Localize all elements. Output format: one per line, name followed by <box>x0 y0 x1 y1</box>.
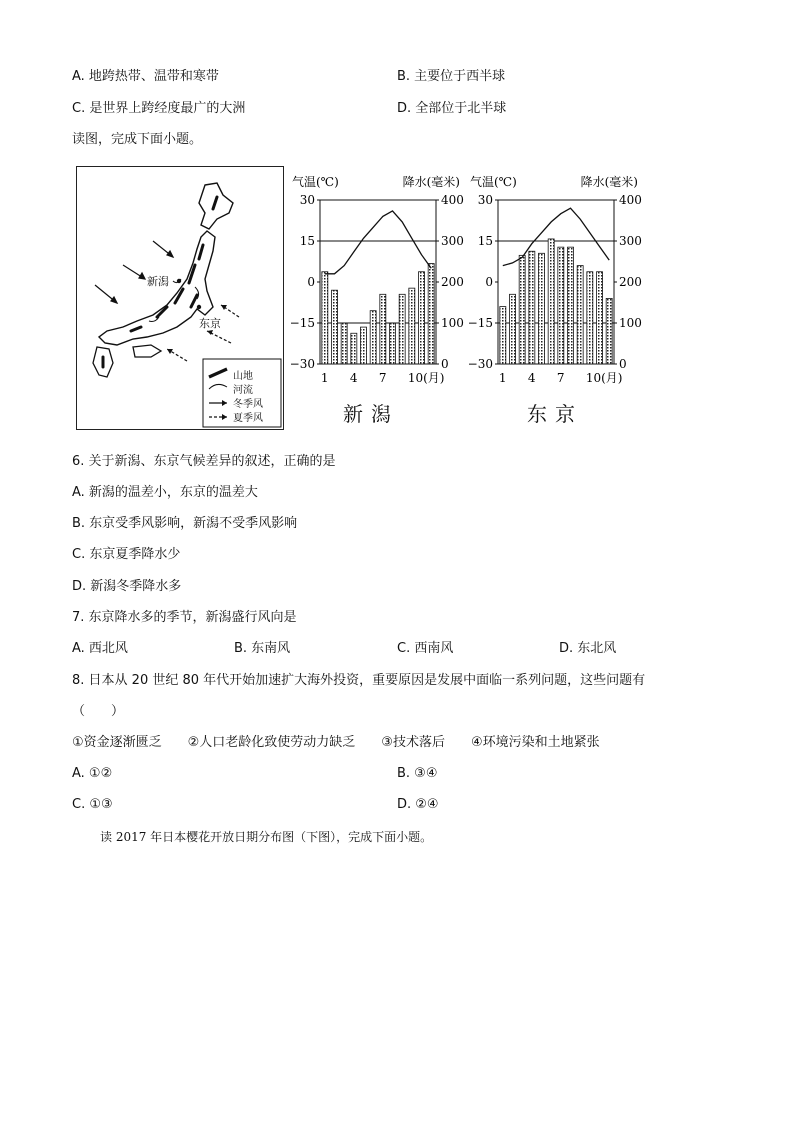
winter-wind-arrows <box>95 241 173 303</box>
x-tick-label: 1 <box>320 371 329 385</box>
q5-option-d: D. 全部位于北半球 <box>397 101 507 116</box>
x-tick-label: 4 <box>349 371 358 385</box>
x-tick-label: 4 <box>527 371 536 385</box>
q8-option-c: C. ①③ <box>72 797 113 812</box>
temp-tick-label: −30 <box>467 357 493 371</box>
precip-bar <box>361 327 367 364</box>
q7-option-c: C. 西南风 <box>397 641 454 656</box>
q8-option-a: A. ①② <box>72 766 113 781</box>
q8-option-b: B. ③④ <box>397 766 438 781</box>
map-label-niigata: 新潟 <box>147 275 169 288</box>
q5-option-b: B. 主要位于西半球 <box>397 69 506 84</box>
temp-tick-label: 30 <box>299 193 315 207</box>
legend-river: 河流 <box>233 385 253 396</box>
temp-tick-label: −30 <box>289 357 315 371</box>
temp-tick-label: 15 <box>299 234 315 248</box>
climate-chart-niigata-svg <box>288 170 464 400</box>
legend-mountain: 山地 <box>233 371 253 382</box>
cherry-blossom-note: 读 2017 年日本樱花开放日期分布图（下图），完成下面小题。 <box>100 830 433 844</box>
precip-bar <box>332 290 338 364</box>
temp-tick-label: 0 <box>307 275 315 289</box>
temp-tick-label: 15 <box>477 234 493 248</box>
q5-option-c: C. 是世界上跨经度最广的大洲 <box>72 101 246 116</box>
q6-option-c: C. 东京夏季降水少 <box>72 547 181 562</box>
x-tick-label: 7 <box>378 371 387 385</box>
q7-option-a: A. 西北风 <box>72 641 128 656</box>
temperature-line <box>503 208 609 265</box>
precip-tick-label: 200 <box>441 275 464 289</box>
precip-tick-label: 0 <box>441 357 449 371</box>
q7-stem: 7. 东京降水多的季节，新潟盛行风向是 <box>72 610 297 625</box>
q6-option-b: B. 东京受季风影响，新潟不受季风影响 <box>72 516 298 531</box>
x-tick-label: 10(月) <box>585 371 623 385</box>
precip-tick-label: 300 <box>619 234 642 248</box>
precip-bar <box>587 272 593 364</box>
map-label-tokyo: 东京 <box>199 317 221 330</box>
precip-tick-label: 300 <box>441 234 464 248</box>
q7-option-b: B. 东南风 <box>234 641 291 656</box>
climate-chart-tokyo-svg <box>466 170 642 400</box>
q5-option-a: A. 地跨热带、温带和寒带 <box>72 69 219 84</box>
climate-chart-niigata <box>288 170 464 400</box>
tokyo-dot <box>197 305 201 309</box>
precip-bar <box>399 294 405 364</box>
japan-map <box>76 166 284 430</box>
q6-stem: 6. 关于新潟、东京气候差异的叙述，正确的是 <box>72 454 336 469</box>
precip-bar <box>548 239 554 364</box>
precip-axis-title: 降水(毫米) <box>580 175 638 189</box>
precip-tick-label: 400 <box>619 193 642 207</box>
climate-chart-tokyo <box>466 170 642 400</box>
precip-bar <box>539 253 545 364</box>
precip-bar <box>428 264 434 364</box>
q7-option-d: D. 东北风 <box>559 641 617 656</box>
chart-title-tokyo: 东京 <box>527 402 583 426</box>
precip-tick-label: 100 <box>441 316 464 330</box>
precip-bar <box>322 272 328 364</box>
temp-tick-label: 30 <box>477 193 493 207</box>
legend-winter-wind: 冬季风 <box>233 399 263 410</box>
precip-bar <box>519 255 525 364</box>
intro-text: 读图，完成下面小题。 <box>72 132 203 147</box>
precip-bar <box>409 288 415 364</box>
temp-tick-label: −15 <box>467 316 493 330</box>
x-tick-label: 10(月) <box>407 371 445 385</box>
precip-tick-label: 0 <box>619 357 627 371</box>
q6-option-d: D. 新潟冬季降水多 <box>72 579 182 594</box>
precip-bar <box>529 251 535 364</box>
q6-option-a: A. 新潟的温差小，东京的温差大 <box>72 485 258 500</box>
precip-bar <box>341 323 347 364</box>
x-tick-label: 1 <box>498 371 507 385</box>
precip-bar <box>597 272 603 364</box>
chart-title-niigata: 新潟 <box>343 402 399 426</box>
x-tick-label: 7 <box>556 371 565 385</box>
precip-bar <box>370 311 376 364</box>
temp-axis-title: 气温(℃) <box>292 175 339 189</box>
precip-bar <box>577 266 583 364</box>
precip-bar <box>419 272 425 364</box>
temp-axis-title: 气温(℃) <box>470 175 517 189</box>
precip-tick-label: 400 <box>441 193 464 207</box>
precip-tick-label: 200 <box>619 275 642 289</box>
q8-paren: （ ） <box>72 704 125 719</box>
precip-bar <box>568 247 574 364</box>
precip-bar <box>510 294 516 364</box>
precip-bar <box>500 307 506 364</box>
temp-tick-label: 0 <box>485 275 493 289</box>
precip-bar <box>390 323 396 364</box>
q8-items: ①资金逐渐匮乏 ②人口老龄化致使劳动力缺乏 ③技术落后 ④环境污染和土地紧张 <box>72 735 600 750</box>
precip-axis-title: 降水(毫米) <box>402 175 460 189</box>
precip-bar <box>380 294 386 364</box>
q8-option-d: D. ②④ <box>397 797 439 812</box>
precip-bar <box>558 247 564 364</box>
q8-stem: 8. 日本从 20 世纪 80 年代开始加速扩大海外投资，重要原因是发展中面临一系列问题，这些问题有 <box>72 673 646 688</box>
precip-bar <box>351 333 357 364</box>
niigata-dot <box>177 279 181 283</box>
legend-summer-wind: 夏季风 <box>233 413 263 424</box>
precip-bar <box>606 298 612 364</box>
temp-tick-label: −15 <box>289 316 315 330</box>
temperature-line <box>325 211 431 274</box>
precip-tick-label: 100 <box>619 316 642 330</box>
